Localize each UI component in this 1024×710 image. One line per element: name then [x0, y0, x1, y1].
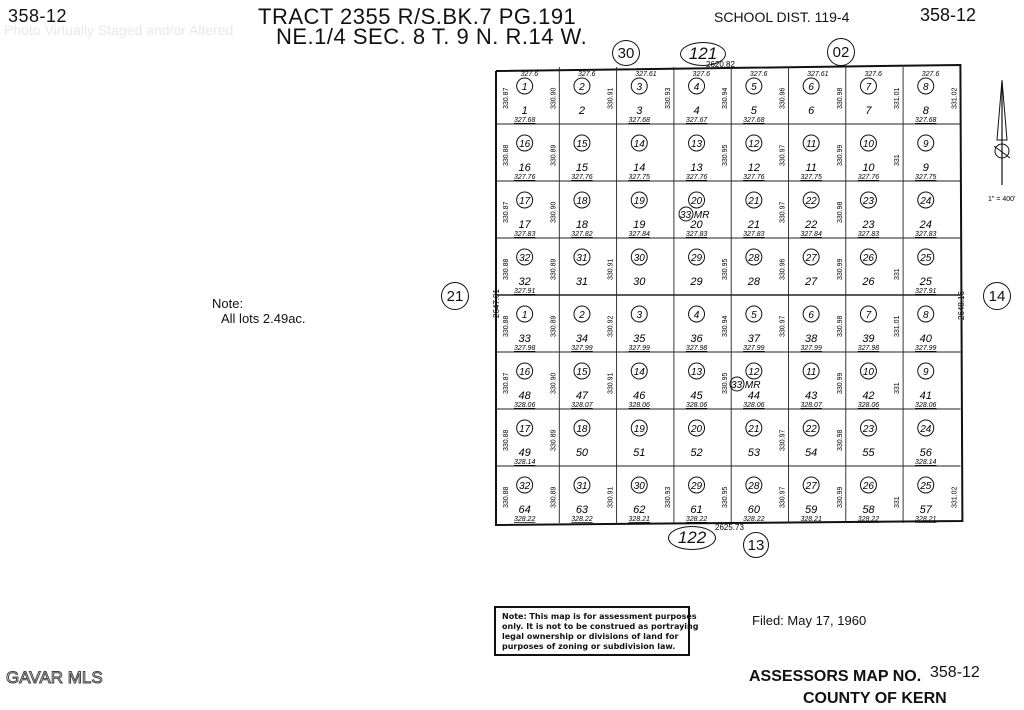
lot-number: 44	[747, 390, 760, 402]
lot-area: 327.99	[571, 345, 593, 352]
assessors-map-label: ASSESSORS MAP NO.	[749, 668, 922, 685]
lot-area: 327.91	[513, 288, 536, 295]
lot-area: 327.84	[628, 231, 650, 238]
section-title: NE.1/4 SEC. 8 T. 9 N. R.14 W.	[276, 24, 588, 49]
lot-depth-label: 330.87	[503, 201, 510, 223]
map-scale: 1" = 400'	[988, 196, 1016, 203]
parcel-number: 21	[748, 196, 760, 207]
parcel-number: 27	[805, 253, 817, 264]
lot-number: 45	[690, 390, 703, 402]
lot-area: 327.98	[513, 345, 536, 352]
parcel-number: 6	[808, 310, 814, 321]
adjacent-section-top-left: 30	[612, 40, 640, 66]
lot-width-label: 327.6	[921, 71, 940, 78]
mls-watermark: GAVAR MLS	[6, 668, 103, 687]
lot-number: 15	[575, 162, 589, 174]
lot-area: 328.06	[857, 402, 880, 409]
parcel-number: 12	[748, 139, 760, 150]
lot-depth-label: 330.87	[503, 372, 510, 394]
parcel-number: 22	[805, 424, 817, 435]
parcel-number: 2	[579, 310, 585, 321]
lot-number: 48	[518, 390, 531, 402]
lot-area: 328.22	[513, 516, 536, 523]
north-arrow-icon	[994, 80, 1010, 185]
adjacent-section-left: 21	[441, 282, 469, 310]
lot-area: 327.68	[513, 117, 536, 124]
parcel-number: 29	[690, 253, 703, 264]
lot-number: 63	[575, 504, 589, 516]
lot-number: 41	[919, 390, 932, 402]
header-right-ref: 358-12	[920, 5, 977, 25]
parcel-number: 23	[862, 424, 875, 435]
parcel-number: 8	[922, 82, 929, 93]
lot-area: 328.21	[800, 516, 822, 523]
lot-number: 31	[575, 276, 589, 288]
lot-depth-label: 330.95	[722, 144, 730, 166]
lot-number: 21	[747, 219, 760, 231]
lot-number: 26	[862, 276, 875, 288]
lot-area: 327.68	[628, 117, 650, 124]
lot-area: 328.14	[513, 459, 536, 466]
lot-area: 327.99	[915, 345, 937, 352]
lot-width-label: 327.6	[864, 71, 882, 78]
lot-depth-label: 331.02	[951, 87, 959, 109]
parcel-number: 19	[633, 196, 645, 207]
lot-depth-label: 330.92	[607, 315, 615, 337]
lot-depth-label: 331	[894, 496, 902, 508]
parcel-number: 4	[693, 310, 700, 321]
lot-area: 327.98	[685, 345, 708, 352]
lot-depth-label: 330.94	[722, 315, 730, 337]
lot-number: 49	[518, 447, 531, 459]
lot-area: 327.83	[513, 231, 536, 238]
lot-number: 40	[919, 333, 932, 345]
lot-area: 327.83	[857, 231, 880, 238]
lot-number: 37	[747, 333, 760, 345]
parcel-number: 13	[690, 367, 703, 378]
lot-number: 58	[862, 504, 875, 516]
lot-number: 22	[805, 219, 818, 231]
lot-area: 327.84	[800, 231, 822, 238]
adjacent-section-top-center: 121	[680, 42, 726, 66]
lot-depth-label: 330.87	[503, 87, 510, 109]
lot-number: 30	[633, 276, 646, 288]
parcel-number: 25	[920, 253, 932, 264]
parcel-number: 11	[805, 139, 817, 150]
parcel-number: 14	[633, 139, 645, 150]
lot-number: 33	[518, 333, 531, 345]
parcel-number: 15	[576, 367, 588, 378]
lot-number: 4	[693, 105, 700, 117]
lot-number: 25	[919, 276, 932, 288]
lot-area: 327.99	[628, 345, 650, 352]
parcel-number: 24	[920, 196, 932, 207]
lot-depth-label: 331.01	[894, 87, 902, 109]
parcel-number: 10	[862, 367, 875, 378]
lot-area: 327.68	[915, 117, 937, 124]
lot-area: 328.22	[857, 516, 880, 523]
lot-depth-label: 330.99	[836, 258, 844, 280]
lot-depth-label: 330.88	[503, 258, 510, 280]
lot-area: 328.06	[685, 402, 708, 409]
lot-number: 52	[690, 447, 703, 459]
lot-number: 38	[805, 333, 818, 345]
lot-area: 328.22	[685, 516, 708, 523]
lot-number: 28	[747, 276, 760, 288]
lot-number: 23	[862, 219, 875, 231]
lot-depth-label: 330.97	[779, 486, 787, 508]
parcel-number: 11	[805, 367, 817, 378]
parcel-number: 17	[519, 424, 531, 435]
lot-depth-label: 330.89	[550, 144, 558, 166]
lot-number: 56	[919, 447, 932, 459]
map-reference-label: 33 MR	[731, 380, 761, 391]
parcel-number: 8	[922, 310, 929, 321]
lot-area: 328.07	[571, 402, 593, 409]
adjacent-section-bottom-right: 13	[743, 532, 769, 558]
lot-number: 32	[518, 276, 531, 288]
lot-number: 10	[862, 162, 875, 174]
lot-depth-label: 330.97	[779, 315, 787, 337]
lot-depth-label: 330.98	[836, 429, 844, 451]
filed-date: Filed: May 17, 1960	[752, 613, 867, 628]
bottom-boundary-length: 2625.73	[715, 523, 744, 532]
lot-depth-label: 331	[894, 268, 902, 280]
parcel-number: 28	[748, 253, 760, 264]
lot-depth-label: 330.96	[779, 87, 787, 109]
lot-number: 47	[575, 390, 589, 402]
lot-depth-label: 330.91	[607, 372, 615, 394]
lot-area: 327.75	[628, 174, 650, 181]
lot-number: 19	[633, 219, 646, 231]
lot-number: 42	[862, 390, 875, 402]
parcel-number: 15	[576, 139, 588, 150]
parcel-number: 24	[920, 424, 932, 435]
parcel-number: 12	[748, 367, 760, 378]
lot-area: 327.76	[857, 174, 880, 181]
lot-number: 51	[633, 447, 646, 459]
parcel-number: 9	[922, 139, 929, 150]
parcel-number: 1	[521, 82, 528, 93]
lot-depth-label: 330.89	[550, 258, 558, 280]
lot-number: 20	[690, 219, 703, 231]
parcel-number: 28	[748, 481, 760, 492]
lot-number: 16	[518, 162, 531, 174]
lot-number: 53	[747, 447, 760, 459]
parcel-number: 21	[748, 424, 760, 435]
parcel-number: 16	[519, 139, 531, 150]
lot-area: 328.06	[628, 402, 650, 409]
watermark-text: Photo Virtually Staged and/or Altered	[4, 22, 234, 38]
lot-depth-label: 330.98	[836, 201, 844, 223]
lot-area: 327.99	[743, 345, 765, 352]
parcel-number: 5	[751, 82, 757, 93]
school-district: SCHOOL DIST. 119-4	[714, 9, 850, 25]
parcel-number: 26	[862, 481, 875, 492]
lot-width-label: 327.61	[807, 71, 829, 78]
lot-depth-label: 330.90	[550, 87, 558, 109]
adjacent-section-bottom-center: 122	[668, 526, 716, 550]
lot-number: 36	[690, 333, 703, 345]
parcel-number: 2	[579, 82, 585, 93]
parcel-number: 16	[519, 367, 531, 378]
lot-number: 50	[575, 447, 589, 459]
lot-depth-label: 330.89	[550, 315, 558, 337]
parcel-number: 20	[690, 424, 703, 435]
lot-area: 327.68	[743, 117, 765, 124]
right-boundary-length: 2648.16	[957, 291, 966, 320]
parcel-number: 32	[519, 253, 531, 264]
lot-depth-label: 330.88	[503, 315, 510, 337]
parcel-number: 27	[805, 481, 817, 492]
lot-depth-label: 330.97	[779, 201, 787, 223]
disclaimer-box: Note: This map is for assessment purposes only. It is not to be construed as portraying legal ownership or divisions of land for purposes of zoning or subdivision law.	[494, 606, 690, 656]
lot-area: 328.21	[628, 516, 650, 523]
lot-depth-label: 330.94	[722, 87, 730, 109]
lot-depth-label: 331	[894, 382, 902, 394]
lot-area: 327.99	[800, 345, 822, 352]
lot-depth-label: 330.93	[664, 87, 672, 109]
lot-depth-label: 330.93	[664, 486, 672, 508]
lot-number: 14	[633, 162, 646, 174]
lot-number: 1	[521, 105, 528, 117]
lot-area: 327.75	[800, 174, 822, 181]
parcel-number: 17	[519, 196, 531, 207]
parcel-number: 10	[862, 139, 875, 150]
lot-number: 55	[862, 447, 875, 459]
lot-depth-label: 330.98	[836, 87, 844, 109]
lot-depth-label: 330.95	[722, 258, 730, 280]
lot-area: 327.83	[685, 231, 708, 238]
parcel-number: 3	[636, 310, 643, 321]
lot-number: 54	[805, 447, 818, 459]
map-reference-label: 33 MR	[680, 210, 710, 221]
lot-depth-label: 330.88	[503, 429, 510, 451]
lot-number: 18	[575, 219, 589, 231]
lot-number: 8	[922, 105, 929, 117]
lot-depth-label: 330.91	[607, 258, 615, 280]
lot-number: 9	[922, 162, 929, 174]
lot-area: 328.22	[743, 516, 765, 523]
parcel-number: 18	[576, 424, 588, 435]
parcel-number: 3	[636, 82, 643, 93]
lot-area: 327.76	[571, 174, 593, 181]
lot-depth-label: 330.91	[607, 87, 615, 109]
lot-number: 24	[919, 219, 932, 231]
lot-depth-label: 330.88	[503, 144, 510, 166]
lot-number: 59	[805, 504, 818, 516]
lot-depth-label: 330.89	[550, 486, 558, 508]
lot-number: 2	[578, 105, 586, 117]
acreage-note-body: All lots 2.49ac.	[221, 311, 306, 326]
parcel-number: 19	[633, 424, 645, 435]
adjacent-section-right: 14	[983, 282, 1011, 310]
tract-title: TRACT 2355 R/S.BK.7 PG.191	[258, 4, 577, 29]
lot-number: 13	[690, 162, 703, 174]
parcel-number: 23	[862, 196, 875, 207]
lot-area: 327.75	[915, 174, 937, 181]
lot-depth-label: 330.88	[503, 486, 510, 508]
lot-depth-label: 331.01	[894, 315, 902, 337]
parcel-number: 30	[633, 481, 645, 492]
lot-number: 35	[633, 333, 646, 345]
lot-area: 327.83	[743, 231, 765, 238]
lot-depth-label: 330.91	[607, 486, 615, 508]
lot-depth-label: 330.96	[779, 258, 787, 280]
parcel-number: 26	[862, 253, 875, 264]
parcel-number: 30	[633, 253, 645, 264]
lot-number: 39	[862, 333, 875, 345]
parcel-number: 22	[805, 196, 817, 207]
lot-width-label: 327.6	[520, 71, 539, 78]
parcel-number: 31	[576, 481, 588, 492]
lot-area: 328.22	[571, 516, 593, 523]
parcel-number: 20	[690, 196, 703, 207]
lot-depth-label: 330.90	[550, 201, 558, 223]
parcel-number: 14	[633, 367, 645, 378]
adjacent-section-top-right: 02	[827, 38, 855, 66]
lot-number: 6	[808, 105, 815, 117]
acreage-note-title: Note:	[212, 296, 244, 311]
lot-area: 328.06	[513, 402, 536, 409]
lot-area: 327.83	[915, 231, 937, 238]
lot-depth-label: 330.98	[836, 315, 844, 337]
parcel-number: 7	[865, 310, 872, 321]
parcel-number: 4	[693, 82, 700, 93]
lot-width-label: 327.6	[692, 71, 711, 78]
parcel-number: 29	[690, 481, 703, 492]
lot-depth-label: 330.97	[779, 144, 787, 166]
lot-number: 34	[575, 333, 589, 345]
parcel-number: 31	[576, 253, 588, 264]
left-boundary-length: 2647.01	[492, 289, 501, 318]
lot-depth-label: 330.95	[722, 372, 730, 394]
lot-number: 27	[805, 276, 818, 288]
lot-number: 7	[865, 105, 872, 117]
lot-number: 29	[690, 276, 703, 288]
parcel-number: 9	[922, 367, 929, 378]
lot-area: 327.67	[685, 117, 708, 124]
top-boundary-length: 2620.82	[706, 60, 735, 69]
lot-number: 5	[750, 105, 757, 117]
parcel-number: 13	[690, 139, 703, 150]
lot-number: 11	[805, 162, 817, 174]
lot-depth-label: 330.90	[550, 372, 558, 394]
lot-depth-label: 330.97	[779, 429, 787, 451]
lot-depth-label: 331.02	[951, 486, 959, 508]
lot-area: 328.06	[915, 402, 937, 409]
assessors-map-number: 358-12	[930, 664, 980, 681]
lot-area: 327.76	[743, 174, 765, 181]
lot-area: 328.07	[800, 402, 822, 409]
lot-area: 327.98	[857, 345, 880, 352]
header-left-ref: 358-12	[8, 6, 68, 26]
lot-number: 12	[747, 162, 760, 174]
lot-depth-label: 330.95	[722, 486, 730, 508]
lot-number: 60	[747, 504, 760, 516]
lot-depth-label: 330.99	[836, 486, 844, 508]
lot-number: 3	[636, 105, 643, 117]
parcel-number: 32	[519, 481, 531, 492]
lot-number: 62	[633, 504, 646, 516]
parcel-number: 18	[576, 196, 588, 207]
lot-number: 43	[805, 390, 818, 402]
lot-area: 328.21	[915, 516, 937, 523]
parcel-number: 6	[808, 82, 814, 93]
lot-number: 17	[518, 219, 531, 231]
lot-depth-label: 330.99	[836, 144, 844, 166]
lot-width-label: 327.6	[749, 71, 768, 78]
lot-number: 57	[919, 504, 932, 516]
parcel-number: 5	[751, 310, 757, 321]
lot-depth-label: 331	[894, 154, 902, 166]
lot-area: 328.14	[915, 459, 937, 466]
lot-depth-label: 330.99	[836, 372, 844, 394]
lot-width-label: 327.61	[635, 71, 657, 78]
lot-area: 327.76	[685, 174, 708, 181]
lot-number: 61	[690, 504, 703, 516]
lot-area: 327.82	[571, 231, 593, 238]
lot-area: 327.76	[513, 174, 536, 181]
county-name: COUNTY OF KERN	[803, 690, 947, 707]
lot-area: 327.91	[915, 288, 937, 295]
parcel-number: 1	[521, 310, 528, 321]
parcel-number: 7	[865, 82, 872, 93]
parcel-number: 25	[920, 481, 932, 492]
lot-number: 46	[633, 390, 646, 402]
lot-depth-label: 330.89	[550, 429, 558, 451]
lot-width-label: 327.6	[577, 71, 596, 78]
lot-area: 328.06	[743, 402, 765, 409]
lot-number: 64	[518, 504, 531, 516]
